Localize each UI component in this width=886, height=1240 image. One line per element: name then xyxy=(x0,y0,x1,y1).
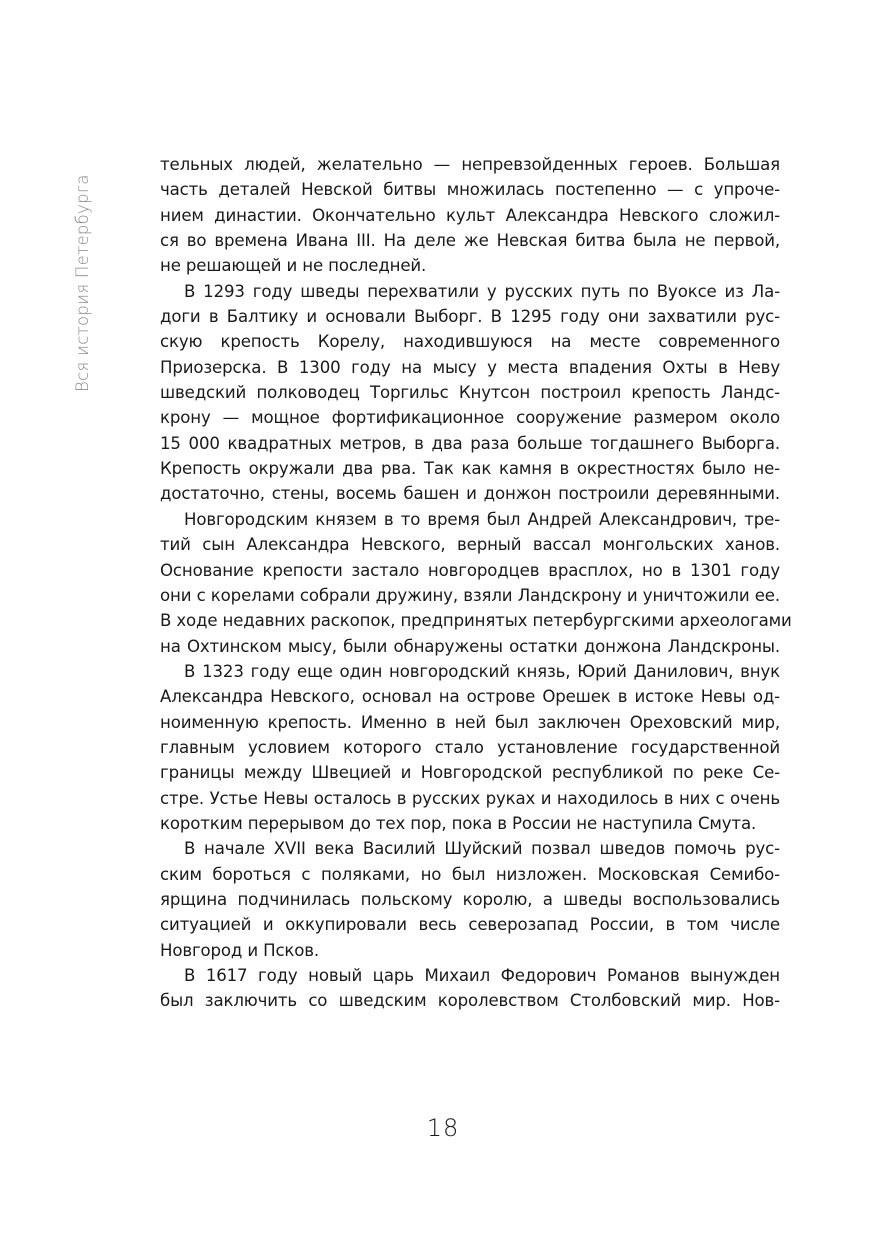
text-line: скую крепость Корелу, находившуюся на месте современного xyxy=(160,332,780,352)
page-number: 18 xyxy=(426,1114,460,1142)
paragraph xyxy=(160,963,780,1014)
text-line: шведский полководец Торгильс Кнутсон построил крепость Ландс- xyxy=(160,383,780,403)
paragraph xyxy=(160,152,780,279)
text-line: на Охтинском мысу, были обнаружены остатки донжона Ландскроны. xyxy=(160,636,780,656)
text-line: ским бороться с поляками, но был низложен. Московская Семибо- xyxy=(160,864,780,884)
text-line: Крепость окружали два рва. Так как камня в окрестностях было не- xyxy=(160,459,780,479)
text-line: В 1293 году шведы перехватили у русских путь по Вуоксе из Ла- xyxy=(184,281,780,301)
text-line: ноименную крепость. Именно в ней был заключен Ореховский мир, xyxy=(160,712,780,732)
text-line: Приозерска. В 1300 году на мысу у места впадения Охты в Неву xyxy=(160,357,780,377)
text-line: главным условием которого стало установление государственной xyxy=(160,737,780,757)
running-header: Вся история Петербурга xyxy=(73,174,92,392)
text-line: тельных людей, желательно — непревзойденных героев. Большая xyxy=(160,155,780,174)
paragraph xyxy=(160,507,792,659)
text-line: ситуацией и оккупировали весь северозапад России, в том числе xyxy=(160,915,780,935)
paragraph xyxy=(160,279,780,507)
text-line: часть деталей Невской битвы множилась постепенно — с упроче- xyxy=(160,180,780,200)
text-line: коротким перерывом до тех пор, пока в России не наступила Смута. xyxy=(160,813,757,833)
text-line: нием династии. Окончательно культ Александра Невского сложил- xyxy=(160,205,780,225)
text-line: стре. Устье Невы осталось в русских руках и находилось в них с очень xyxy=(160,788,780,808)
paragraph xyxy=(160,836,780,963)
text-line: крону — мощное фортификационное сооружение размером около xyxy=(160,408,780,428)
text-line: ся во времена Ивана III. На деле же Невская битва была не первой, xyxy=(160,231,780,251)
text-line: 15 000 квадратных метров, в два раза больше тогдашнего Выборга. xyxy=(160,433,780,453)
text-line: не решающей и не последней. xyxy=(160,256,427,276)
text-line: Новгород и Псков. xyxy=(160,940,320,960)
text-line: границы между Швецией и Новгородской республикой по реке Се- xyxy=(160,763,780,783)
text-line: Новгородским князем в то время был Андрей Александрович, тре- xyxy=(184,509,780,529)
text-line: достаточно, стены, восемь башен и донжон построили деревянными. xyxy=(160,484,780,504)
text-line: Александра Невского, основал на острове Орешек в истоке Невы од- xyxy=(160,687,780,707)
text-line: В 1323 году еще один новгородский князь, Юрий Данилович, внук xyxy=(184,661,780,681)
text-line: В ходе недавних раскопок, предпринятых петербургскими археологами xyxy=(160,611,792,631)
text-line: они с корелами собрали дружину, взяли Ландскрону и уничтожили ее. xyxy=(160,585,780,605)
text-line: В 1617 году новый царь Михаил Федорович Романов вынужден xyxy=(184,966,780,985)
text-line: Основание крепости застало новгородцев врасплох, но в 1301 году xyxy=(160,560,780,580)
text-line: ярщина подчинилась польскому королю, а шведы воспользовались xyxy=(160,889,780,909)
body-text xyxy=(160,152,792,1014)
text-line: В начале XVII века Василий Шуйский позвал шведов помочь рус- xyxy=(184,839,780,859)
text-line: был заключить со шведским королевством Столбовский мир. Нов- xyxy=(160,991,780,1011)
text-line: доги в Балтику и основали Выборг. В 1295 году они захватили рус- xyxy=(160,307,780,327)
text-line: тий сын Александра Невского, верный вассал монгольских ханов. xyxy=(160,535,780,555)
paragraph xyxy=(160,659,780,836)
